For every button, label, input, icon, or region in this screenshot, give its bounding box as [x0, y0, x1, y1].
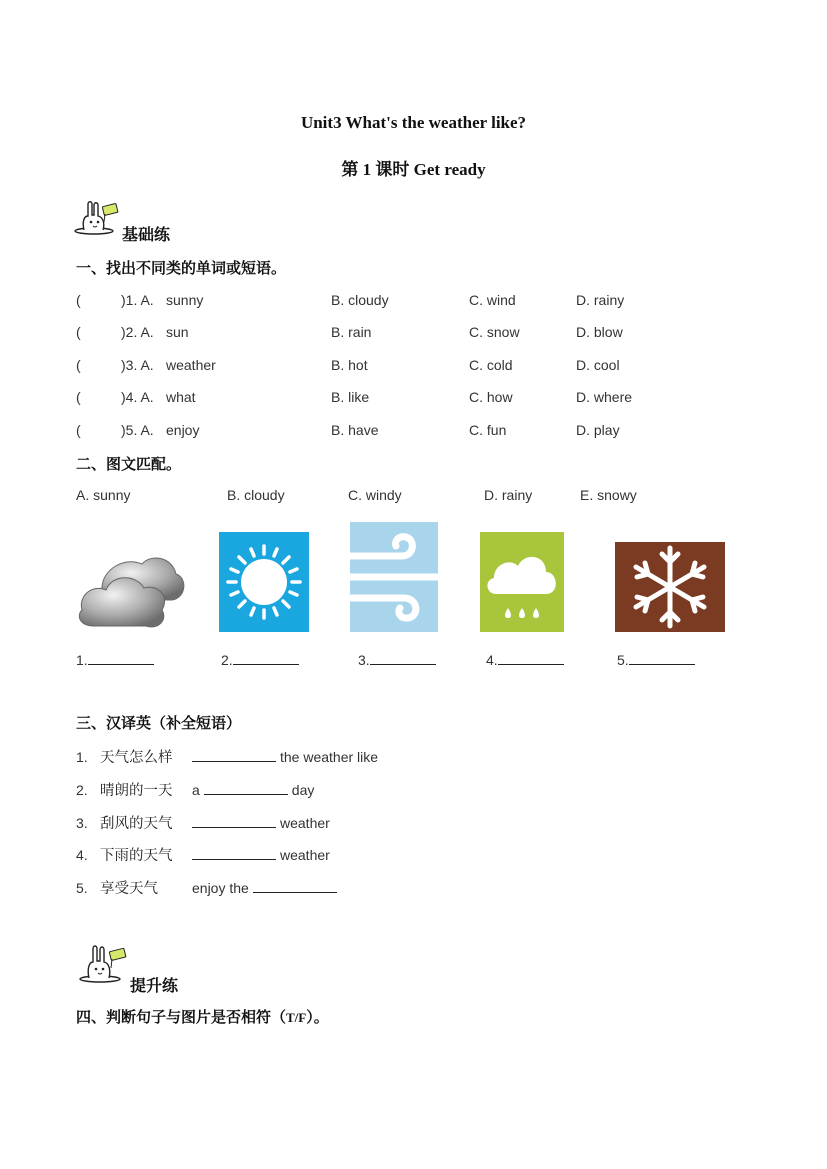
- phrase-suffix: weather: [280, 815, 330, 831]
- option-d: D. blow: [576, 324, 623, 340]
- option-b: B. hot: [331, 357, 368, 373]
- option-b: B. cloudy: [331, 292, 389, 308]
- question-number: )4. A.: [121, 389, 154, 405]
- option-c: C. fun: [469, 422, 507, 438]
- option-b: B. like: [331, 389, 370, 405]
- item-number: 1.: [76, 749, 88, 765]
- option-d: D. play: [576, 422, 620, 438]
- chinese-phrase: 下雨的天气: [100, 848, 173, 864]
- rabbit-icon: [78, 944, 128, 984]
- option-a: weather: [166, 357, 216, 373]
- item-number: 3.: [76, 815, 88, 831]
- snowflake-icon: [615, 542, 725, 632]
- page-title: Unit3 What's the weather like?: [300, 113, 527, 132]
- option-c-windy: C. windy: [348, 487, 402, 503]
- q3-heading: 三、汉译英（补全短语）: [76, 716, 242, 732]
- fill-blank[interactable]: [192, 845, 276, 860]
- answer-blank-5[interactable]: 5.: [617, 650, 695, 668]
- option-a: what: [166, 389, 196, 405]
- question-number: )3. A.: [121, 357, 154, 373]
- phrase-suffix: day: [291, 782, 315, 798]
- option-d: D. where: [576, 389, 633, 405]
- option-d: D. cool: [576, 357, 620, 373]
- translation-item: [76, 779, 314, 800]
- option-b: B. rain: [331, 324, 372, 340]
- phrase-suffix: the weather like: [280, 749, 379, 765]
- item-number: 2.: [76, 782, 88, 798]
- option-d-rainy: D. rainy: [484, 487, 533, 503]
- answer-parenthesis[interactable]: (: [76, 357, 81, 373]
- fill-blank[interactable]: [192, 813, 276, 828]
- section-advanced-label: 提升练: [130, 978, 179, 995]
- item-number: 4.: [76, 847, 88, 863]
- translation-item: [76, 877, 337, 898]
- item-number: 5.: [76, 880, 88, 896]
- answer-blank-2[interactable]: 2.: [221, 650, 299, 668]
- sun-icon: [219, 532, 309, 632]
- fill-blank[interactable]: [204, 780, 288, 795]
- phrase-suffix: weather: [280, 847, 330, 863]
- option-a: enjoy: [166, 422, 200, 438]
- translation-item: [76, 844, 330, 865]
- section-basic-label: 基础练: [122, 227, 171, 244]
- option-c: C. how: [469, 389, 513, 405]
- phrase-prefix: a: [192, 782, 200, 798]
- question-number: )2. A.: [121, 324, 154, 340]
- chinese-phrase: 天气怎么样: [100, 750, 173, 766]
- answer-parenthesis[interactable]: (: [76, 422, 81, 438]
- fill-blank[interactable]: [253, 878, 337, 893]
- option-b: B. have: [331, 422, 379, 438]
- answer-blank-4[interactable]: 4.: [486, 650, 564, 668]
- answer-parenthesis[interactable]: (: [76, 389, 81, 405]
- chinese-phrase: 享受天气: [100, 881, 158, 897]
- option-c: C. cold: [469, 357, 513, 373]
- fill-blank[interactable]: [192, 747, 276, 762]
- option-d: D. rainy: [576, 292, 625, 308]
- rain-icon: [480, 532, 564, 632]
- chinese-phrase: 刮风的天气: [100, 816, 173, 832]
- wind-icon: [350, 522, 438, 632]
- option-b-cloudy: B. cloudy: [227, 487, 285, 503]
- phrase-prefix: enjoy the: [192, 880, 249, 896]
- answer-parenthesis[interactable]: (: [76, 324, 81, 340]
- question-number: )1. A.: [121, 292, 154, 308]
- chinese-phrase: 晴朗的一天: [100, 783, 173, 799]
- option-a: sunny: [166, 292, 204, 308]
- q2-heading: 二、图文匹配。: [76, 457, 182, 473]
- cloud-icon: [74, 548, 186, 634]
- answer-parenthesis[interactable]: (: [76, 292, 81, 308]
- option-a-sunny: A. sunny: [76, 487, 131, 503]
- option-a: sun: [166, 324, 189, 340]
- question-number: )5. A.: [121, 422, 154, 438]
- answer-blank-3[interactable]: 3.: [358, 650, 436, 668]
- q4-heading: 四、判断句子与图片是否相符（T/F）。: [76, 1010, 329, 1026]
- option-c: C. snow: [469, 324, 520, 340]
- answer-blank-1[interactable]: 1.: [76, 650, 154, 668]
- option-c: C. wind: [469, 292, 516, 308]
- translation-item: [76, 746, 378, 767]
- page-subtitle: 第 1 课时 Get ready: [341, 160, 486, 179]
- q1-heading: 一、找出不同类的单词或短语。: [76, 261, 287, 277]
- rabbit-icon: [74, 200, 120, 236]
- option-e-snowy: E. snowy: [580, 487, 637, 503]
- translation-item: [76, 812, 330, 833]
